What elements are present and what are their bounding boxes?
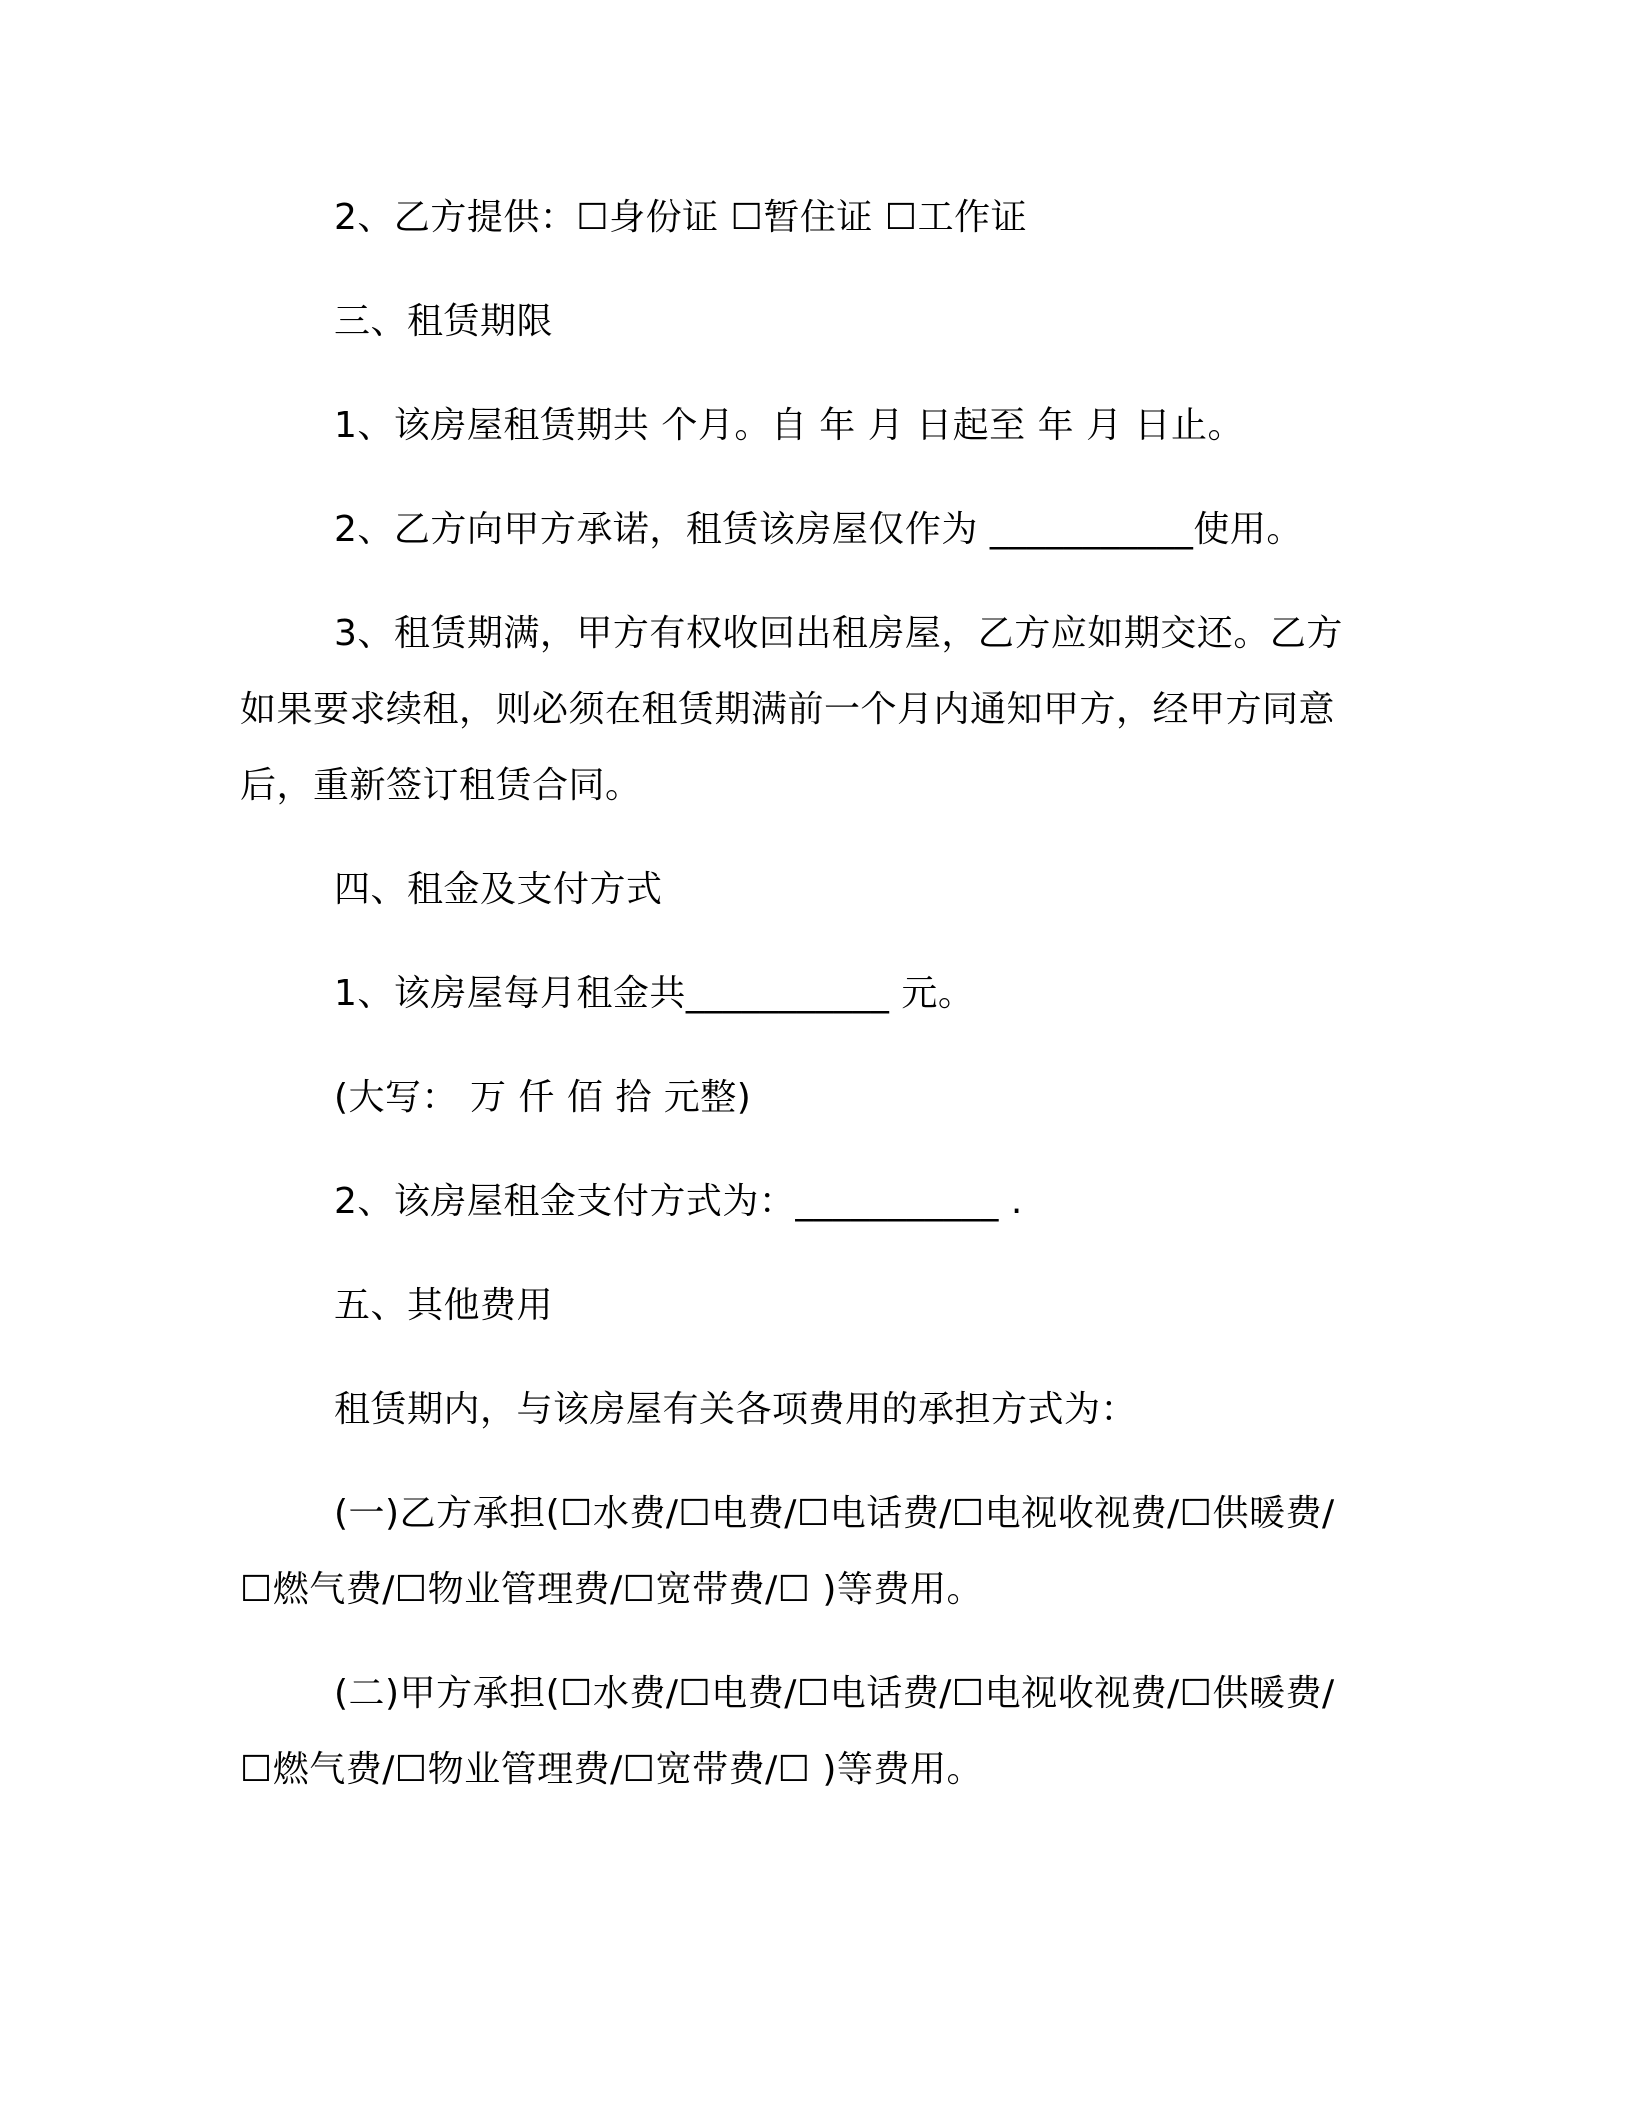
id-documents-line: 2、乙方提供：☐身份证 ☐暂住证 ☐工作证 [334,197,1028,238]
lease-period-line: 1、该房屋租赁期共 个月。自 年 月 日起至 年 月 日止。 [334,405,1245,446]
lease-expiry-line-2: 如果要求续租，则必须在租赁期满前一个月内通知甲方，经甲方同意 [240,689,1336,730]
landlord-fees-line-2: ☐燃气费/☐物业管理费/☐宽带费/☐ )等费用。 [240,1749,983,1790]
tenant-fees-line-2: ☐燃气费/☐物业管理费/☐宽带费/☐ )等费用。 [240,1569,983,1610]
payment-method-line: 2、该房屋租金支付方式为：___________ . [334,1181,1023,1222]
section-heading-rent-payment: 四、租金及支付方式 [334,869,663,910]
lease-expiry-line-3: 后，重新签订租赁合同。 [240,765,642,806]
fees-intro-line: 租赁期内，与该房屋有关各项费用的承担方式为： [334,1389,1138,1430]
section-heading-other-fees: 五、其他费用 [334,1285,554,1326]
lease-expiry-line-1: 3、租赁期满，甲方有权收回出租房屋，乙方应如期交还。乙方 [334,613,1343,654]
tenant-fees-line-1: (一)乙方承担(☐水费/☐电费/☐电话费/☐电视收视费/☐供暖费/ [334,1493,1335,1534]
rent-uppercase-line: (大写： 万 仟 佰 拾 元整) [334,1077,752,1118]
monthly-rent-line: 1、该房屋每月租金共___________ 元。 [334,973,975,1014]
usage-promise-line: 2、乙方向甲方承诺，租赁该房屋仅作为 ___________使用。 [334,509,1303,550]
section-heading-lease-term: 三、租赁期限 [334,301,554,342]
landlord-fees-line-1: (二)甲方承担(☐水费/☐电费/☐电话费/☐电视收视费/☐供暖费/ [334,1673,1335,1714]
